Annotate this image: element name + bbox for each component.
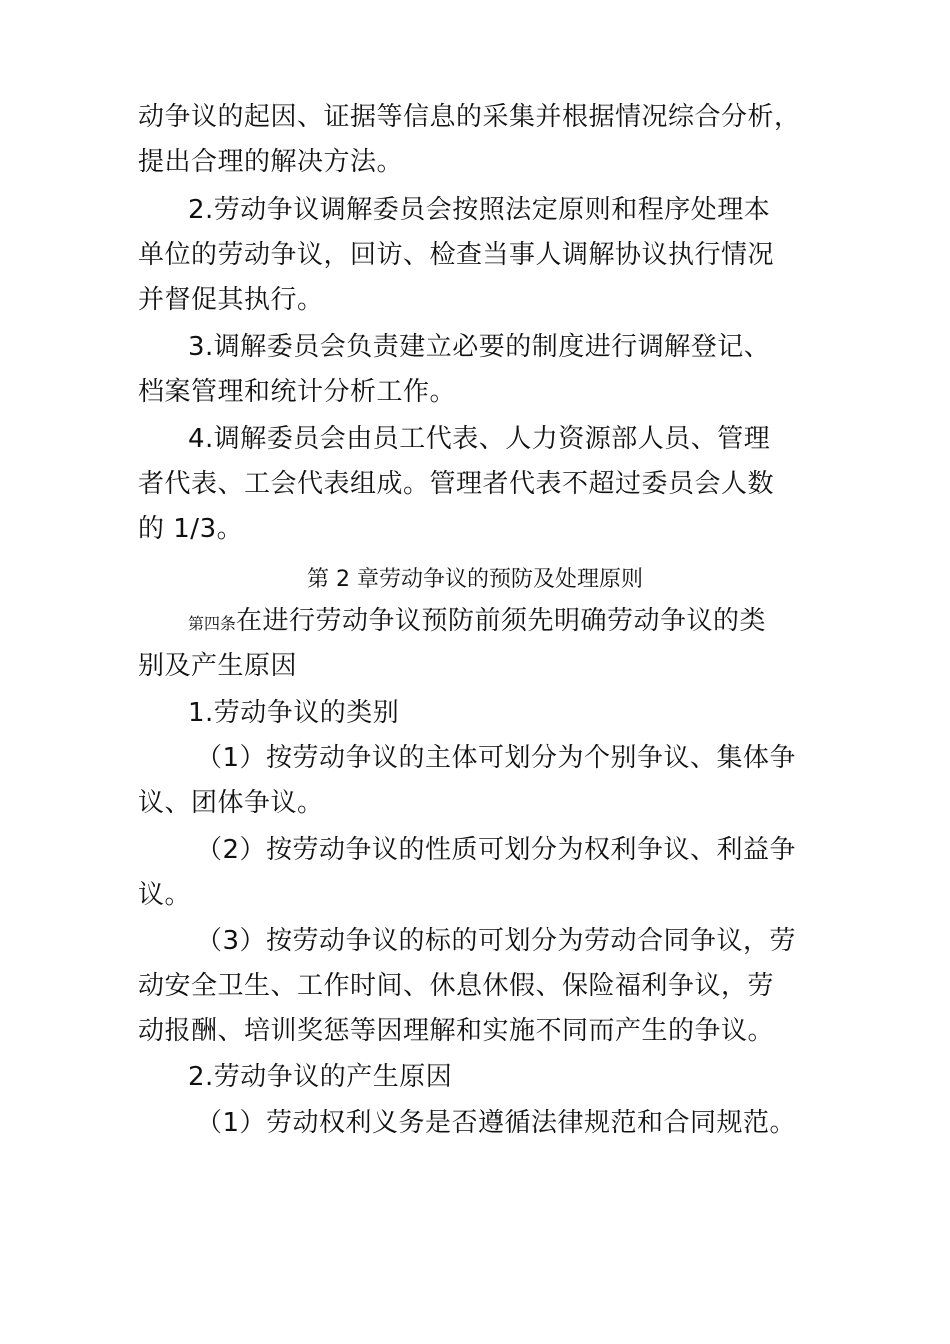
section-1-item-1-line: 议、团体争议。 [138, 788, 324, 818]
section-1-item-2-line: 议。 [138, 880, 192, 910]
section-1-item-1-line: （1）按劳动争议的主体可划分为个别争议、集体争 [196, 743, 797, 773]
list-item-4-line: 的 1/3。 [138, 514, 244, 544]
section-1-item-3-line: 动安全卫生、工作时间、休息休假、保险福利争议，劳 [138, 971, 775, 1001]
article-4-line: 别及产生原因 [138, 651, 298, 681]
paragraph-line: 提出合理的解决方法。 [138, 147, 404, 177]
article-4-text: 在进行劳动争议预防前须先明确劳动争议的类 [236, 606, 767, 636]
section-2-title: 2.劳动争议的产生原因 [188, 1062, 453, 1092]
section-1-item-3-line: 动报酬、培训奖惩等因理解和实施不同而产生的争议。 [138, 1016, 775, 1046]
section-1-item-3-line: （3）按劳动争议的标的可划分为劳动合同争议，劳 [196, 926, 797, 956]
paragraph-line: 动争议的起因、证据等信息的采集并根据情况综合分析， [138, 102, 801, 132]
list-item-3-line: 档案管理和统计分析工作。 [138, 377, 457, 407]
section-1-item-2-line: （2）按劳动争议的性质可划分为权利争议、利益争 [196, 835, 797, 865]
list-item-2-line: 单位的劳动争议，回访、检查当事人调解协议执行情况 [138, 240, 775, 270]
section-2-item-1: （1）劳动权利义务是否遵循法律规范和合同规范。 [196, 1108, 797, 1138]
chapter-heading: 第 2 章劳动争议的预防及处理原则 [307, 567, 643, 592]
list-item-2-line: 2.劳动争议调解委员会按照法定原则和程序处理本 [188, 195, 771, 225]
list-item-4-line: 者代表、工会代表组成。管理者代表不超过委员会人数 [138, 469, 775, 499]
article-4-line [188, 604, 766, 641]
article-label: 第四条 [188, 614, 237, 633]
list-item-3-line: 3.调解委员会负责建立必要的制度进行调解登记、 [188, 332, 771, 362]
list-item-4-line: 4.调解委员会由员工代表、人力资源部人员、管理 [188, 424, 771, 454]
list-item-2-line: 并督促其执行。 [138, 285, 324, 315]
section-1-title: 1.劳动争议的类别 [188, 698, 400, 728]
